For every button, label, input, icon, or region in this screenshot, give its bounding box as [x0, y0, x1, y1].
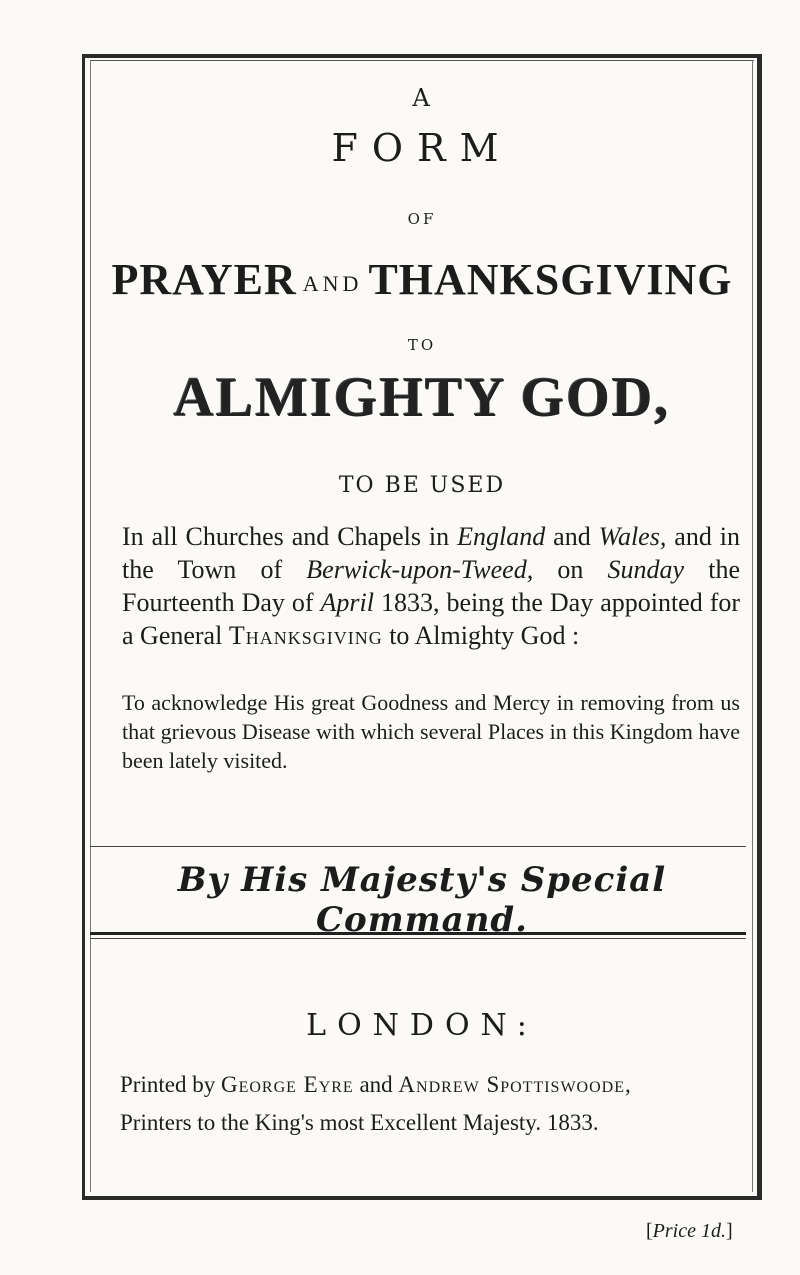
divider-rule-thin	[90, 938, 746, 939]
printer-name: George Eyre	[220, 1072, 354, 1097]
title-form: FORM	[331, 126, 513, 170]
text-run: to Almighty God :	[382, 621, 580, 650]
printer-name: Andrew Spottiswoode,	[398, 1072, 632, 1097]
imprint-line-2: Printers to the King's most Excellent Majesty. 1833.	[120, 1110, 599, 1135]
divider-rule	[90, 846, 746, 847]
text-berwick: Berwick-upon-Tweed,	[306, 555, 534, 584]
title-of: OF	[407, 210, 437, 228]
bracket: ]	[725, 1220, 733, 1242]
special-command-line: By His Majesty's Special Command.	[177, 860, 667, 940]
occasion-paragraph	[122, 520, 740, 652]
price-word: Price	[652, 1220, 696, 1242]
text-run: 1833, being the Day appointed for a General	[122, 588, 741, 650]
title-prayer-and-thanksgiving	[90, 254, 754, 305]
title-to: TO	[407, 336, 437, 354]
text-sunday: Sunday	[607, 555, 685, 584]
bracket: [	[646, 1220, 653, 1242]
title-article: A	[412, 84, 432, 112]
text-england: England	[457, 522, 546, 551]
title-prayer: PRAYER	[111, 255, 297, 304]
imprint-printers	[120, 1066, 746, 1142]
imprint-line-1	[120, 1066, 746, 1104]
text-run: Printed by	[120, 1072, 221, 1097]
purpose-paragraph: To acknowledge His great Goodness and Mercy in removing from us that grievous Disease with which several Places in this Kingdom have been lately visited.	[122, 690, 740, 773]
text-thanksgiving: Thanksgiving	[228, 621, 383, 650]
price-value: 1d.	[695, 1220, 726, 1242]
text-april: April	[320, 588, 374, 617]
imprint-place: LONDON:	[306, 1008, 538, 1043]
text-run: In all Churches and Chapels in	[122, 522, 458, 551]
price-label	[646, 1220, 733, 1243]
text-run: and	[545, 522, 599, 551]
text-run: the Fourteenth Day of	[122, 555, 741, 617]
title-and: AND	[302, 270, 363, 296]
text-run: on	[533, 555, 608, 584]
divider-rule-thick	[90, 932, 746, 935]
title-to-be-used: TO BE USED	[338, 473, 506, 498]
text-run: and	[353, 1072, 399, 1097]
text-wales: Wales,	[598, 522, 667, 551]
text-run: and in the Town of	[122, 522, 741, 584]
inner-border-top	[90, 60, 754, 61]
title-almighty-god: ALMIGHTY GOD,	[173, 367, 671, 429]
title-thanksgiving: THANKSGIVING	[368, 255, 733, 304]
